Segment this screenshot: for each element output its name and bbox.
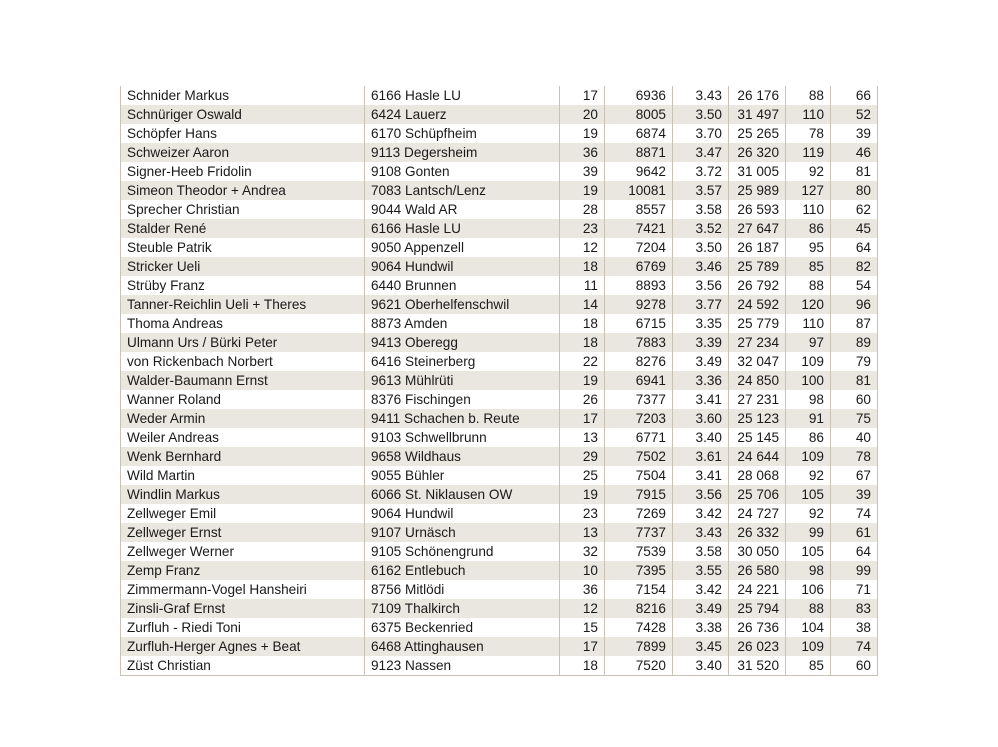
name-cell: Weiler Andreas [121, 428, 365, 447]
value-cell-1: 23 [560, 219, 605, 238]
value-cell-1: 23 [560, 504, 605, 523]
value-cell-3: 3.38 [673, 618, 729, 637]
value-cell-6: 78 [831, 447, 878, 466]
value-cell-6: 79 [831, 352, 878, 371]
value-cell-3: 3.43 [673, 86, 729, 105]
value-cell-2: 7883 [605, 333, 673, 352]
table-row [121, 428, 878, 447]
location-cell: 9064 Hundwil [365, 257, 560, 276]
table-row [121, 295, 878, 314]
value-cell-3: 3.70 [673, 124, 729, 143]
value-cell-2: 8557 [605, 200, 673, 219]
location-cell: 6170 Schüpfheim [365, 124, 560, 143]
value-cell-5: 85 [786, 257, 831, 276]
location-cell: 6166 Hasle LU [365, 86, 560, 105]
location-cell: 9113 Degersheim [365, 143, 560, 162]
name-cell: Schöpfer Hans [121, 124, 365, 143]
value-cell-5: 109 [786, 637, 831, 656]
value-cell-6: 87 [831, 314, 878, 333]
value-cell-3: 3.56 [673, 485, 729, 504]
value-cell-6: 81 [831, 162, 878, 181]
value-cell-5: 119 [786, 143, 831, 162]
value-cell-1: 39 [560, 162, 605, 181]
location-cell: 6424 Lauerz [365, 105, 560, 124]
table-row [121, 542, 878, 561]
name-cell: Walder-Baumann Ernst [121, 371, 365, 390]
value-cell-5: 85 [786, 656, 831, 676]
name-cell: Thoma Andreas [121, 314, 365, 333]
value-cell-2: 6874 [605, 124, 673, 143]
location-cell: 6416 Steinerberg [365, 352, 560, 371]
data-table-container [120, 86, 877, 676]
value-cell-1: 17 [560, 637, 605, 656]
value-cell-5: 98 [786, 390, 831, 409]
value-cell-4: 24 592 [729, 295, 786, 314]
location-cell: 9621 Oberhelfenschwil [365, 295, 560, 314]
table-row [121, 238, 878, 257]
name-cell: Ulmann Urs / Bürki Peter [121, 333, 365, 352]
value-cell-6: 38 [831, 618, 878, 637]
table-row [121, 333, 878, 352]
value-cell-6: 46 [831, 143, 878, 162]
value-cell-3: 3.41 [673, 466, 729, 485]
value-cell-6: 39 [831, 485, 878, 504]
table-row [121, 637, 878, 656]
value-cell-4: 26 320 [729, 143, 786, 162]
location-cell: 7083 Lantsch/Lenz [365, 181, 560, 200]
value-cell-1: 25 [560, 466, 605, 485]
location-cell: 9107 Urnäsch [365, 523, 560, 542]
value-cell-4: 25 794 [729, 599, 786, 618]
value-cell-1: 18 [560, 314, 605, 333]
location-cell: 6468 Attinghausen [365, 637, 560, 656]
value-cell-4: 25 265 [729, 124, 786, 143]
value-cell-5: 92 [786, 162, 831, 181]
name-cell: Simeon Theodor + Andrea [121, 181, 365, 200]
value-cell-1: 19 [560, 181, 605, 200]
value-cell-1: 20 [560, 105, 605, 124]
value-cell-6: 66 [831, 86, 878, 105]
value-cell-1: 12 [560, 599, 605, 618]
value-cell-5: 95 [786, 238, 831, 257]
value-cell-5: 120 [786, 295, 831, 314]
name-cell: Windlin Markus [121, 485, 365, 504]
value-cell-4: 25 145 [729, 428, 786, 447]
location-cell: 6066 St. Niklausen OW [365, 485, 560, 504]
table-row [121, 523, 878, 542]
name-cell: Tanner-Reichlin Ueli + Theres [121, 295, 365, 314]
name-cell: Zellweger Ernst [121, 523, 365, 542]
value-cell-5: 78 [786, 124, 831, 143]
value-cell-3: 3.58 [673, 200, 729, 219]
location-cell: 9413 Oberegg [365, 333, 560, 352]
value-cell-4: 25 989 [729, 181, 786, 200]
value-cell-4: 25 789 [729, 257, 786, 276]
value-cell-4: 31 497 [729, 105, 786, 124]
value-cell-2: 8276 [605, 352, 673, 371]
value-cell-3: 3.57 [673, 181, 729, 200]
value-cell-2: 7915 [605, 485, 673, 504]
table-row [121, 314, 878, 333]
name-cell: Schnider Markus [121, 86, 365, 105]
value-cell-1: 32 [560, 542, 605, 561]
value-cell-4: 31 520 [729, 656, 786, 676]
value-cell-5: 86 [786, 219, 831, 238]
name-cell: Weder Armin [121, 409, 365, 428]
value-cell-3: 3.35 [673, 314, 729, 333]
value-cell-2: 7428 [605, 618, 673, 637]
name-cell: Steuble Patrik [121, 238, 365, 257]
value-cell-1: 26 [560, 390, 605, 409]
table-row [121, 352, 878, 371]
table-row [121, 599, 878, 618]
value-cell-6: 67 [831, 466, 878, 485]
value-cell-1: 18 [560, 333, 605, 352]
value-cell-2: 7204 [605, 238, 673, 257]
value-cell-3: 3.47 [673, 143, 729, 162]
table-row [121, 105, 878, 124]
table-row [121, 143, 878, 162]
value-cell-3: 3.40 [673, 428, 729, 447]
value-cell-5: 105 [786, 542, 831, 561]
table-row [121, 466, 878, 485]
value-cell-1: 14 [560, 295, 605, 314]
value-cell-2: 7737 [605, 523, 673, 542]
location-cell: 9613 Mühlrüti [365, 371, 560, 390]
value-cell-1: 10 [560, 561, 605, 580]
value-cell-6: 74 [831, 637, 878, 656]
value-cell-6: 39 [831, 124, 878, 143]
location-cell: 6166 Hasle LU [365, 219, 560, 238]
value-cell-5: 88 [786, 86, 831, 105]
name-cell: Zurfluh-Herger Agnes + Beat [121, 637, 365, 656]
value-cell-4: 26 792 [729, 276, 786, 295]
location-cell: 9123 Nassen [365, 656, 560, 676]
location-cell: 8376 Fischingen [365, 390, 560, 409]
value-cell-6: 83 [831, 599, 878, 618]
value-cell-6: 64 [831, 542, 878, 561]
value-cell-6: 71 [831, 580, 878, 599]
value-cell-2: 7502 [605, 447, 673, 466]
value-cell-4: 26 332 [729, 523, 786, 542]
location-cell: 9064 Hundwil [365, 504, 560, 523]
table-row [121, 86, 878, 105]
value-cell-4: 26 580 [729, 561, 786, 580]
value-cell-5: 100 [786, 371, 831, 390]
table-row [121, 124, 878, 143]
value-cell-2: 7269 [605, 504, 673, 523]
location-cell: 9055 Bühler [365, 466, 560, 485]
value-cell-5: 109 [786, 447, 831, 466]
value-cell-6: 60 [831, 390, 878, 409]
value-cell-2: 9278 [605, 295, 673, 314]
table-row [121, 561, 878, 580]
value-cell-1: 18 [560, 257, 605, 276]
value-cell-5: 106 [786, 580, 831, 599]
name-cell: Zimmermann-Vogel Hansheiri [121, 580, 365, 599]
value-cell-1: 17 [560, 86, 605, 105]
value-cell-4: 26 187 [729, 238, 786, 257]
value-cell-4: 25 123 [729, 409, 786, 428]
value-cell-2: 7377 [605, 390, 673, 409]
name-cell: Wanner Roland [121, 390, 365, 409]
value-cell-5: 86 [786, 428, 831, 447]
value-cell-6: 45 [831, 219, 878, 238]
value-cell-3: 3.45 [673, 637, 729, 656]
location-cell: 9050 Appenzell [365, 238, 560, 257]
value-cell-1: 18 [560, 656, 605, 676]
value-cell-3: 3.42 [673, 504, 729, 523]
table-row [121, 580, 878, 599]
value-cell-2: 7395 [605, 561, 673, 580]
value-cell-3: 3.36 [673, 371, 729, 390]
value-cell-4: 26 593 [729, 200, 786, 219]
value-cell-6: 64 [831, 238, 878, 257]
name-cell: Zemp Franz [121, 561, 365, 580]
value-cell-3: 3.40 [673, 656, 729, 676]
value-cell-1: 19 [560, 371, 605, 390]
name-cell: Zellweger Emil [121, 504, 365, 523]
name-cell: Strüby Franz [121, 276, 365, 295]
location-cell: 6440 Brunnen [365, 276, 560, 295]
table-row [121, 504, 878, 523]
value-cell-3: 3.55 [673, 561, 729, 580]
name-cell: von Rickenbach Norbert [121, 352, 365, 371]
value-cell-5: 109 [786, 352, 831, 371]
value-cell-3: 3.39 [673, 333, 729, 352]
table-row [121, 200, 878, 219]
name-cell: Signer-Heeb Fridolin [121, 162, 365, 181]
location-cell: 6162 Entlebuch [365, 561, 560, 580]
value-cell-5: 92 [786, 466, 831, 485]
value-cell-4: 24 221 [729, 580, 786, 599]
value-cell-1: 22 [560, 352, 605, 371]
table-row [121, 618, 878, 637]
value-cell-2: 7899 [605, 637, 673, 656]
value-cell-4: 27 647 [729, 219, 786, 238]
location-cell: 9103 Schwellbrunn [365, 428, 560, 447]
value-cell-6: 81 [831, 371, 878, 390]
value-cell-6: 82 [831, 257, 878, 276]
value-cell-2: 9642 [605, 162, 673, 181]
name-cell: Züst Christian [121, 656, 365, 676]
value-cell-3: 3.46 [673, 257, 729, 276]
name-cell: Zinsli-Graf Ernst [121, 599, 365, 618]
value-cell-2: 6941 [605, 371, 673, 390]
value-cell-6: 99 [831, 561, 878, 580]
value-cell-2: 7520 [605, 656, 673, 676]
value-cell-3: 3.60 [673, 409, 729, 428]
value-cell-3: 3.50 [673, 238, 729, 257]
value-cell-2: 8871 [605, 143, 673, 162]
value-cell-4: 26 023 [729, 637, 786, 656]
table-row [121, 371, 878, 390]
value-cell-5: 127 [786, 181, 831, 200]
value-cell-2: 10081 [605, 181, 673, 200]
table-body [121, 86, 878, 676]
name-cell: Schweizer Aaron [121, 143, 365, 162]
value-cell-5: 99 [786, 523, 831, 542]
value-cell-3: 3.43 [673, 523, 729, 542]
value-cell-5: 88 [786, 599, 831, 618]
name-cell: Schnüriger Oswald [121, 105, 365, 124]
value-cell-4: 26 736 [729, 618, 786, 637]
value-cell-5: 110 [786, 314, 831, 333]
value-cell-2: 8893 [605, 276, 673, 295]
table-row [121, 276, 878, 295]
value-cell-3: 3.49 [673, 599, 729, 618]
value-cell-2: 6936 [605, 86, 673, 105]
value-cell-6: 80 [831, 181, 878, 200]
value-cell-6: 40 [831, 428, 878, 447]
value-cell-2: 7421 [605, 219, 673, 238]
value-cell-1: 17 [560, 409, 605, 428]
value-cell-1: 12 [560, 238, 605, 257]
value-cell-5: 110 [786, 105, 831, 124]
value-cell-5: 104 [786, 618, 831, 637]
name-cell: Sprecher Christian [121, 200, 365, 219]
value-cell-3: 3.52 [673, 219, 729, 238]
value-cell-5: 110 [786, 200, 831, 219]
value-cell-2: 7154 [605, 580, 673, 599]
value-cell-2: 6771 [605, 428, 673, 447]
table-row [121, 257, 878, 276]
value-cell-6: 75 [831, 409, 878, 428]
value-cell-4: 24 850 [729, 371, 786, 390]
value-cell-4: 30 050 [729, 542, 786, 561]
value-cell-4: 27 234 [729, 333, 786, 352]
value-cell-4: 31 005 [729, 162, 786, 181]
value-cell-6: 61 [831, 523, 878, 542]
table-row [121, 409, 878, 428]
value-cell-5: 98 [786, 561, 831, 580]
value-cell-1: 28 [560, 200, 605, 219]
value-cell-1: 36 [560, 143, 605, 162]
name-cell: Stricker Ueli [121, 257, 365, 276]
value-cell-1: 15 [560, 618, 605, 637]
table-row [121, 219, 878, 238]
value-cell-2: 7504 [605, 466, 673, 485]
table-row [121, 162, 878, 181]
value-cell-4: 26 176 [729, 86, 786, 105]
location-cell: 6375 Beckenried [365, 618, 560, 637]
location-cell: 8756 Mitlödi [365, 580, 560, 599]
value-cell-2: 8216 [605, 599, 673, 618]
value-cell-6: 96 [831, 295, 878, 314]
location-cell: 9108 Gonten [365, 162, 560, 181]
value-cell-6: 74 [831, 504, 878, 523]
value-cell-5: 91 [786, 409, 831, 428]
table-row [121, 390, 878, 409]
value-cell-3: 3.58 [673, 542, 729, 561]
value-cell-1: 13 [560, 428, 605, 447]
value-cell-1: 19 [560, 124, 605, 143]
value-cell-3: 3.50 [673, 105, 729, 124]
location-cell: 9044 Wald AR [365, 200, 560, 219]
value-cell-5: 105 [786, 485, 831, 504]
name-cell: Zellweger Werner [121, 542, 365, 561]
name-cell: Wenk Bernhard [121, 447, 365, 466]
value-cell-1: 19 [560, 485, 605, 504]
value-cell-5: 97 [786, 333, 831, 352]
value-cell-4: 28 068 [729, 466, 786, 485]
value-cell-1: 13 [560, 523, 605, 542]
value-cell-1: 36 [560, 580, 605, 599]
value-cell-6: 89 [831, 333, 878, 352]
value-cell-6: 52 [831, 105, 878, 124]
table-row [121, 656, 878, 676]
value-cell-2: 6769 [605, 257, 673, 276]
value-cell-6: 62 [831, 200, 878, 219]
table-row [121, 447, 878, 466]
table-row [121, 485, 878, 504]
value-cell-4: 25 706 [729, 485, 786, 504]
value-cell-3: 3.72 [673, 162, 729, 181]
table-row [121, 181, 878, 200]
location-cell: 8873 Amden [365, 314, 560, 333]
value-cell-5: 92 [786, 504, 831, 523]
name-cell: Stalder René [121, 219, 365, 238]
value-cell-5: 88 [786, 276, 831, 295]
value-cell-1: 11 [560, 276, 605, 295]
location-cell: 7109 Thalkirch [365, 599, 560, 618]
name-cell: Wild Martin [121, 466, 365, 485]
value-cell-6: 54 [831, 276, 878, 295]
location-cell: 9658 Wildhaus [365, 447, 560, 466]
value-cell-3: 3.77 [673, 295, 729, 314]
data-table [120, 86, 878, 676]
value-cell-3: 3.61 [673, 447, 729, 466]
name-cell: Zurfluh - Riedi Toni [121, 618, 365, 637]
value-cell-3: 3.49 [673, 352, 729, 371]
value-cell-6: 60 [831, 656, 878, 676]
value-cell-4: 24 727 [729, 504, 786, 523]
value-cell-3: 3.56 [673, 276, 729, 295]
value-cell-2: 6715 [605, 314, 673, 333]
value-cell-4: 27 231 [729, 390, 786, 409]
value-cell-2: 7203 [605, 409, 673, 428]
value-cell-4: 24 644 [729, 447, 786, 466]
location-cell: 9105 Schönengrund [365, 542, 560, 561]
value-cell-1: 29 [560, 447, 605, 466]
value-cell-4: 25 779 [729, 314, 786, 333]
location-cell: 9411 Schachen b. Reute [365, 409, 560, 428]
value-cell-3: 3.41 [673, 390, 729, 409]
value-cell-3: 3.42 [673, 580, 729, 599]
value-cell-2: 8005 [605, 105, 673, 124]
value-cell-4: 32 047 [729, 352, 786, 371]
value-cell-2: 7539 [605, 542, 673, 561]
